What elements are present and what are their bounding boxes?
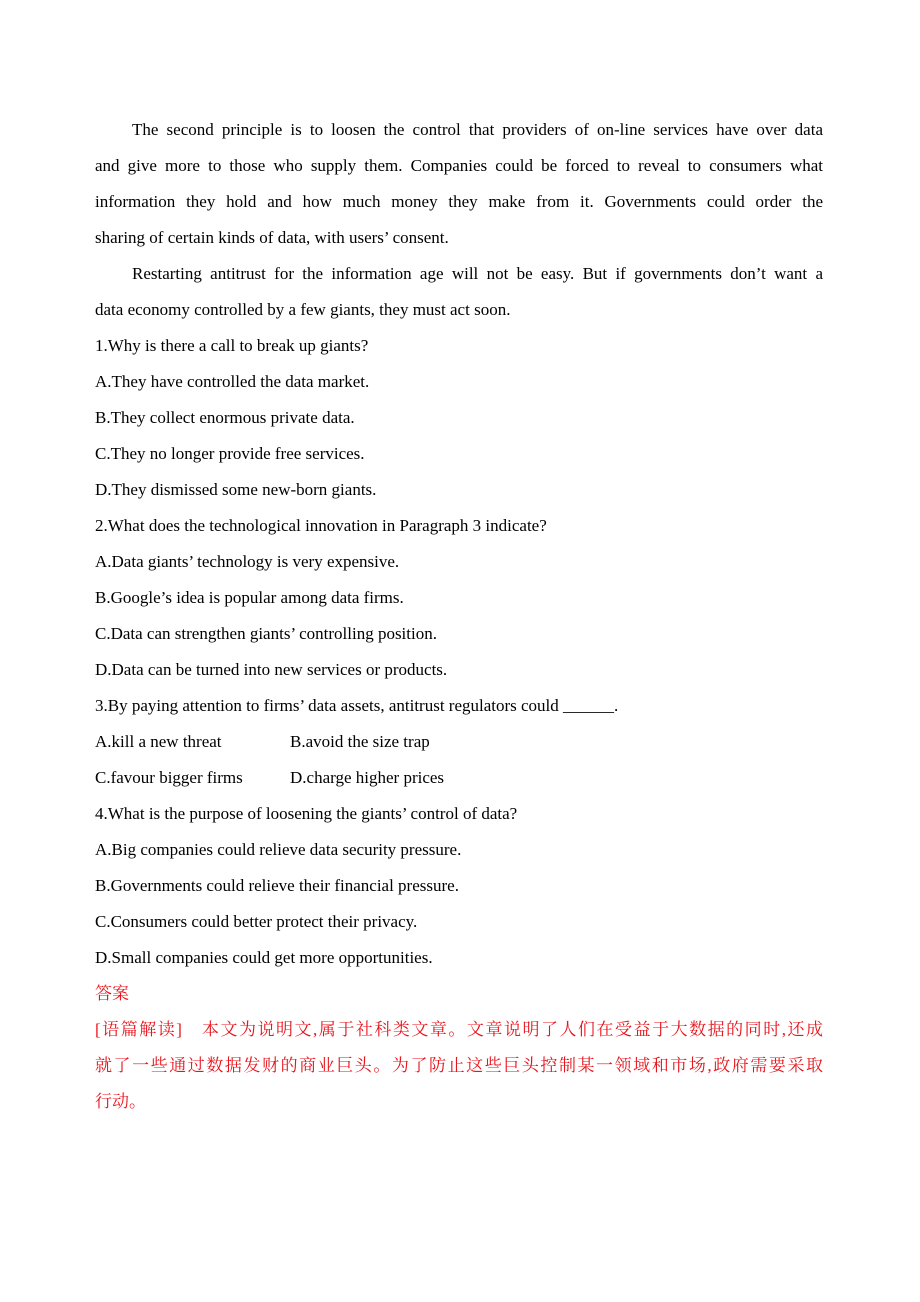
option: C.They no longer provide free services. [95,444,365,463]
question-stem: 3.By paying attention to firms’ data assets, antitrust regulators could ______. [95,696,619,715]
answer-heading: 答案 [95,984,129,1003]
text-line: data economy controlled by a few giants, they must act soon. [95,300,511,319]
answer-section [95,976,823,1120]
question-stem: 4.What is the purpose of loosening the giants’ control of data? [95,804,518,823]
passage-paragraph-2 [95,256,823,328]
option-row [95,760,823,796]
text-line: Restarting antitrust for the information age will not be easy. But if governments don’t want a [132,264,823,283]
question-1 [95,328,823,508]
text-line: sharing of certain kinds of data, with users’ consent. [95,228,449,247]
option: A.Big companies could relieve data security pressure. [95,840,462,859]
question-4 [95,796,823,976]
question-3 [95,688,823,796]
question-stem: 1.Why is there a call to break up giants? [95,336,369,355]
answer-line: 就了一些通过数据发财的商业巨头。为了防止这些巨头控制某一领域和市场,政府需要采取 [95,1056,823,1075]
option: C.Consumers could better protect their privacy. [95,912,418,931]
text-line: information they hold and how much money they make from it. Governments could order the [95,192,823,211]
option: B.avoid the size trap [290,732,430,751]
passage-paragraph-1 [95,112,823,256]
question-2 [95,508,823,688]
option: D.Small companies could get more opportunities. [95,948,433,967]
question-stem: 2.What does the technological innovation in Paragraph 3 indicate? [95,516,547,535]
option: D.Data can be turned into new services or products. [95,660,448,679]
option: A.Data giants’ technology is very expensive. [95,552,400,571]
text-line: and give more to those who supply them. Companies could be forced to reveal to consumers what [95,156,823,175]
answer-line: 行动。 [95,1092,146,1111]
answer-line: [语篇解读] 本文为说明文,属于社科类文章。文章说明了人们在受益于大数据的同时,还成 [95,1020,823,1039]
option: C.Data can strengthen giants’ controlling position. [95,624,437,643]
option-row [95,724,823,760]
option: A.They have controlled the data market. [95,372,370,391]
option: B.Governments could relieve their financial pressure. [95,876,459,895]
document-page [95,112,823,1120]
option: C.favour bigger firms [95,768,243,787]
option: A.kill a new threat [95,732,222,751]
text-line: The second principle is to loosen the control that providers of on-line services have over data [132,120,823,139]
option: D.They dismissed some new-born giants. [95,480,377,499]
option: B.Google’s idea is popular among data firms. [95,588,404,607]
option: D.charge higher prices [290,768,445,787]
option: B.They collect enormous private data. [95,408,355,427]
